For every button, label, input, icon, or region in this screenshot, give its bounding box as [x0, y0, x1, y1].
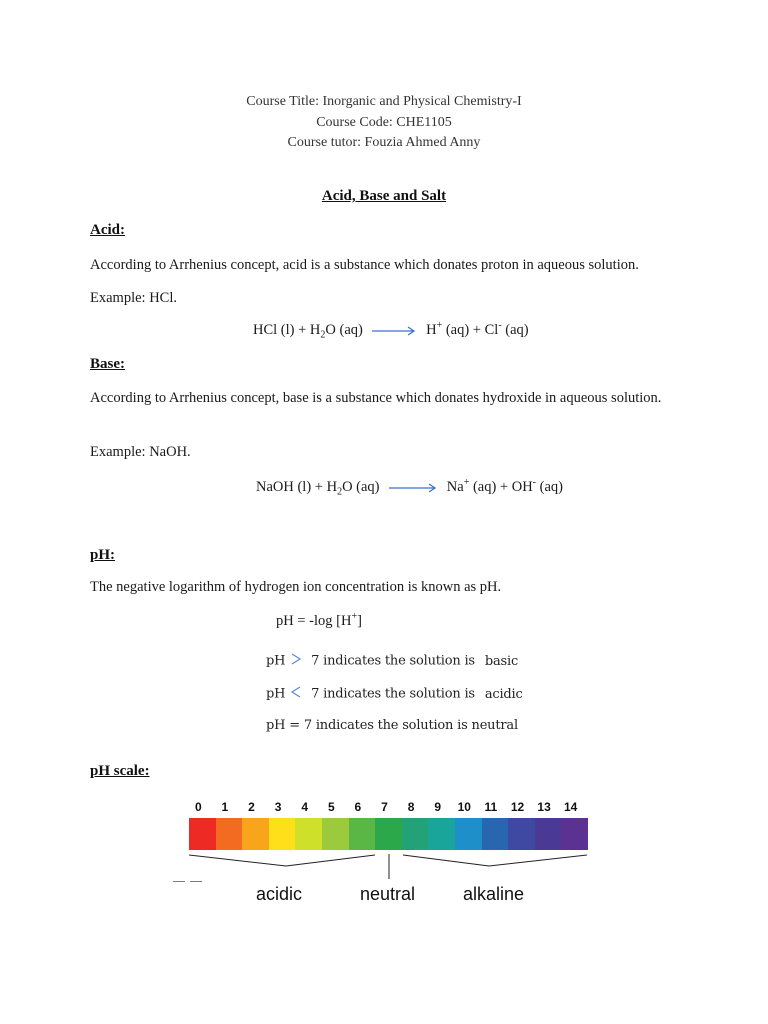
reaction-arrow-icon [372, 326, 416, 336]
ph-number-label: 5 [327, 800, 335, 814]
acidic-label: acidic [256, 884, 303, 904]
reaction-arrow-icon [389, 483, 437, 493]
ph-heading: pH: [90, 547, 116, 563]
base-definition: According to Arrhenius concept, base is a substance which donates hydroxide in aqueous solution. [90, 390, 662, 406]
base-heading: Base: [90, 356, 125, 372]
ph-color-cell [216, 818, 243, 850]
ph-color-cell [428, 818, 455, 850]
ph-number-label: 8 [407, 800, 415, 814]
ph-number-label: 6 [354, 800, 362, 814]
ph-number-label: 4 [301, 800, 309, 814]
greater-than-icon [289, 652, 307, 670]
course-title: Course Title: Inorganic and Physical Chemistry-I [246, 94, 522, 109]
acid-definition: According to Arrhenius concept, acid is a substance which donates proton in aqueous solution. [90, 257, 639, 273]
ph-formula: pH = -log [H+] [276, 611, 362, 629]
ph-definition: The negative logarithm of hydrogen ion concentration is known as pH. [90, 579, 502, 595]
acid-heading: Acid: [90, 222, 125, 238]
alkaline-label: alkaline [463, 884, 525, 904]
course-code: Course Code: CHE1105 [316, 115, 452, 130]
ph-number-label: 10 [457, 800, 471, 814]
footer-marks: — — [173, 873, 203, 887]
ph-number-label: 3 [274, 800, 282, 814]
ph-number-label: 0 [194, 800, 202, 814]
document-title: Acid, Base and Salt [321, 188, 447, 204]
ph-color-cell [508, 818, 535, 850]
ph-color-cell [455, 818, 482, 850]
ph-number-label: 11 [484, 800, 498, 814]
ph-color-cell [189, 818, 216, 850]
ph-scale-braces [183, 852, 593, 886]
ph-color-cell [242, 818, 269, 850]
ph-number-label: 9 [434, 800, 442, 814]
ph-color-cell [535, 818, 562, 850]
ph-color-cell [375, 818, 402, 850]
ph-color-cell [295, 818, 322, 850]
ph-number-label: 13 [537, 800, 551, 814]
ph-number-label: 12 [510, 800, 525, 814]
condition-value: acidic [484, 686, 523, 702]
course-tutor: Course tutor: Fouzia Ahmed Anny [287, 135, 481, 150]
neutral-label: neutral [360, 884, 416, 904]
ph-number-label: 14 [564, 800, 578, 814]
ph-number-label: 2 [248, 800, 255, 814]
ph-color-cell [349, 818, 376, 850]
base-equation: NaOH $(l) + H_2O$ (aq) Na+ (aq) + OH- (aq) [256, 477, 563, 498]
ph-number-label: 7 [381, 800, 388, 814]
condition-value: basic [484, 653, 519, 669]
ph-color-bar [189, 818, 588, 850]
ph-condition-acidic: pH 7 indicates the solution is acidic [266, 686, 523, 702]
ph-color-cell [402, 818, 429, 850]
base-example: Example: NaOH. [90, 444, 191, 460]
acid-example: Example: HCl. [90, 290, 177, 306]
ph-condition-neutral: pH = 7 indicates the solution is neutral [266, 718, 518, 733]
ph-color-cell [322, 818, 349, 850]
less-than-icon [289, 685, 307, 703]
ph-scale-numbers [183, 796, 593, 816]
acid-equation: HCl $(l) + H_2O$ (aq) H+ (aq) + Cl- (aq) [253, 320, 529, 341]
ph-scale-heading: pH scale: [90, 763, 150, 779]
ph-color-cell [482, 818, 509, 850]
ph-color-cell [561, 818, 588, 850]
ph-color-cell [269, 818, 296, 850]
ph-number-label: 1 [221, 800, 229, 814]
ph-condition-basic: pH 7 indicates the solution is basic [266, 653, 519, 669]
ph-scale-figure [183, 796, 593, 911]
